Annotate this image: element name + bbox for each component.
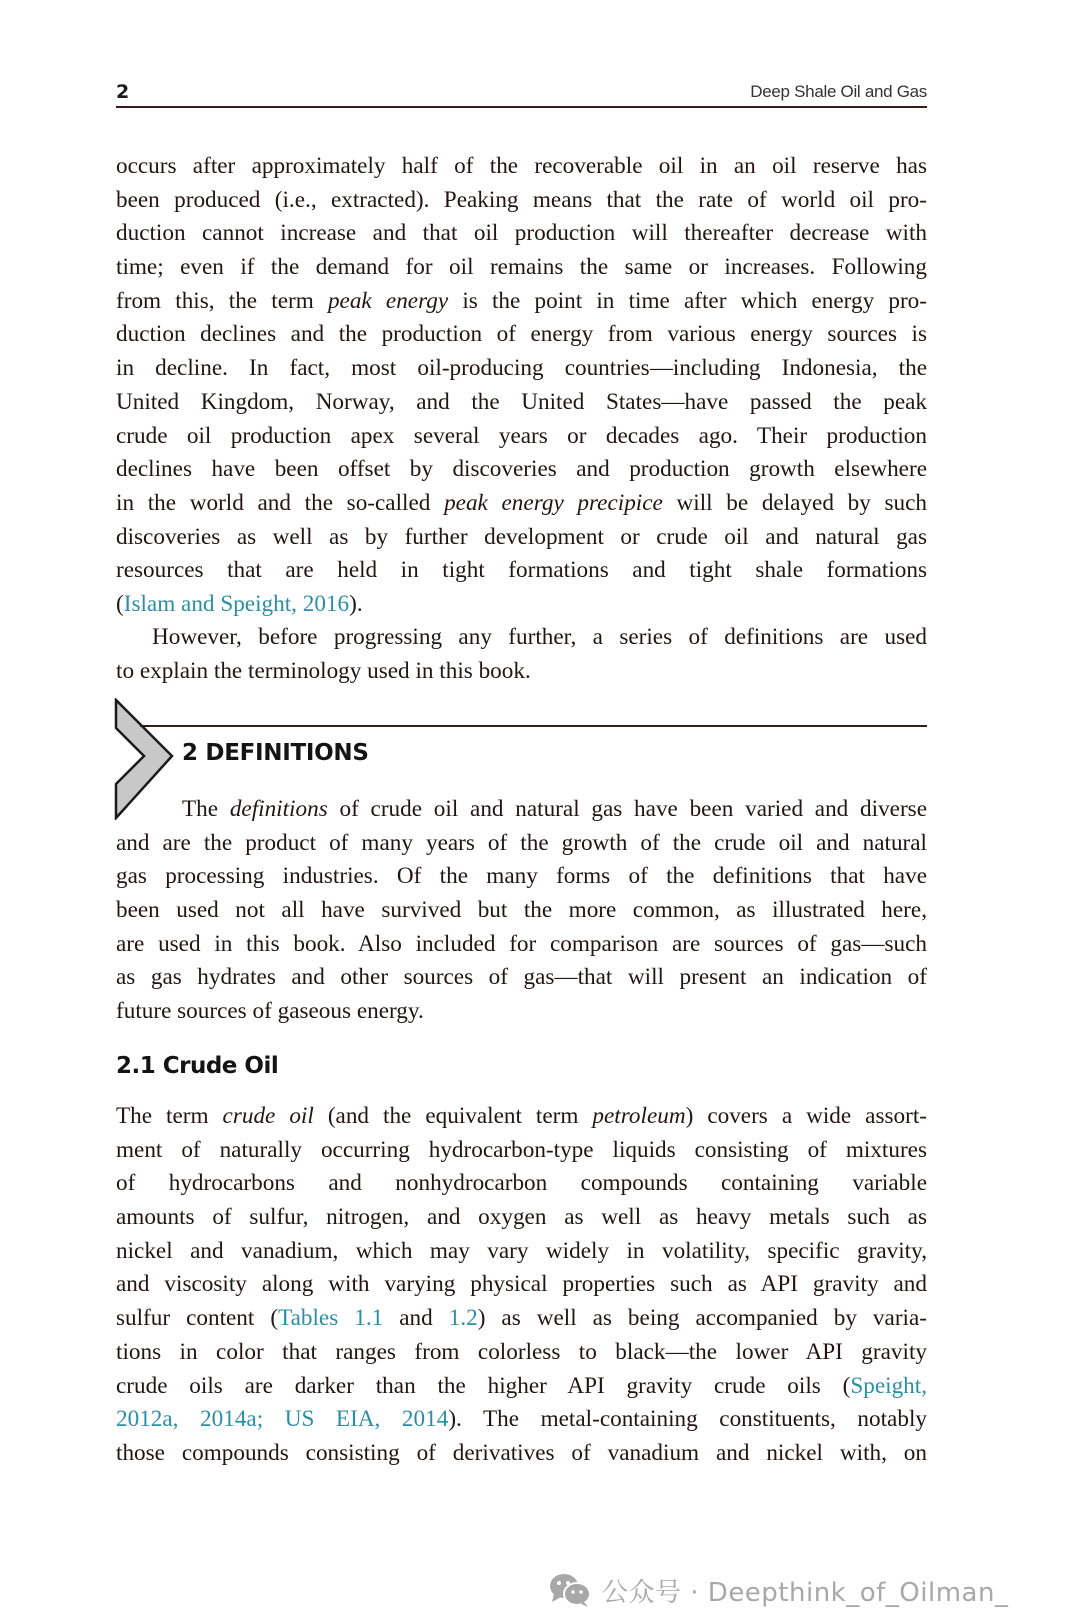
text-line (116, 1336, 927, 1370)
text-line (116, 621, 927, 655)
italic-term: petroleum (592, 1103, 686, 1129)
wechat-icon (548, 1572, 592, 1608)
running-header (116, 76, 927, 108)
text-run: ). The metal-containing constituents, notably (448, 1406, 927, 1433)
paragraph-definitions (116, 793, 927, 1029)
text-line (116, 318, 927, 352)
text-run: of hydrocarbons and nonhydrocarbon compounds containing variable (116, 1170, 927, 1197)
text-run: and viscosity along with varying physical properties such as API gravity and (116, 1271, 927, 1298)
watermark (548, 1568, 1008, 1612)
text-run: ( (116, 590, 124, 617)
text-run: United Kingdom, Norway, and the United States—have passed the peak (116, 388, 927, 415)
text-line (116, 1403, 927, 1437)
text-line (116, 894, 927, 928)
text-line (116, 995, 927, 1029)
text-run: occurs after approximately half of the recoverable oil in an oil reserve has (116, 153, 927, 179)
text-line (116, 420, 927, 454)
paragraph-however (116, 621, 927, 688)
text-run: The (182, 796, 230, 822)
text-run: sulfur content ( (116, 1305, 279, 1332)
text-line (116, 793, 927, 827)
citation-link[interactable]: 2012a, 2014a; US EIA, 2014 (116, 1406, 449, 1433)
text-run: is the point in time after which energy pro- (448, 287, 927, 314)
text-run: duction cannot increase and that oil production will thereafter decrease with (116, 220, 927, 247)
citation-link[interactable]: Islam and Speight, 2016 (123, 590, 350, 617)
text-run: from this, the term (116, 287, 328, 314)
text-run: (and the equivalent term (313, 1103, 593, 1129)
text-run: in the world and the so-called (116, 489, 445, 516)
text-run: duction declines and the production of energy from various energy sources is (116, 321, 927, 348)
italic-term: peak energy (327, 287, 449, 314)
text-line (116, 1235, 927, 1269)
subsection-heading-crude-oil: 2.1 Crude Oil (116, 1053, 279, 1079)
text-line (116, 150, 927, 184)
text-run: in decline. In fact, most oil-producing countries—including Indonesia, the (116, 355, 927, 382)
text-line (116, 655, 927, 689)
text-line (116, 453, 927, 487)
text-run: been produced (i.e., extracted). Peaking means that the rate of world oil pro- (116, 186, 927, 213)
text-line (116, 184, 927, 218)
text-line (116, 961, 927, 995)
text-line (116, 1302, 927, 1336)
text-run: gas processing industries. Of the many forms of the definitions that have (116, 863, 927, 890)
italic-term: peak energy precipice (444, 489, 663, 516)
text-run: resources that are held in tight formations and tight shale formations (116, 557, 927, 584)
text-run: to explain the terminology used in this book. (116, 657, 531, 684)
section-rule (140, 725, 927, 727)
citation-link[interactable]: Speight, (850, 1372, 927, 1399)
text-run: are used in this book. Also included for comparison are sources of gas—such (116, 930, 927, 957)
text-run: time; even if the demand for oil remains the same or increases. Following (116, 254, 927, 281)
text-run: tions in color that ranges from colorless to black—the lower API gravity (116, 1338, 927, 1365)
text-line (116, 827, 927, 861)
paragraph-crude-oil (116, 1100, 927, 1471)
text-line (116, 1370, 927, 1404)
text-run: and (383, 1305, 449, 1332)
text-run: However, before progressing any further, a series of definitions are used (152, 624, 927, 650)
text-line (116, 1201, 927, 1235)
table-link[interactable]: 1.2 (448, 1305, 478, 1332)
text-run: been used not all have survived but the more common, as illustrated here, (116, 897, 927, 924)
text-run: declines have been offset by discoveries and production growth elsewhere (116, 456, 927, 483)
paragraph-peak-oil (116, 150, 927, 622)
table-link[interactable]: Tables 1.1 (278, 1305, 384, 1332)
text-run: will be delayed by such (662, 489, 927, 516)
text-run: nickel and vanadium, which may vary widely in volatility, specific gravity, (116, 1237, 927, 1264)
text-line (116, 1268, 927, 1302)
text-line (116, 588, 927, 622)
text-line (116, 1437, 927, 1471)
text-run: discoveries as well as by further development or crude oil and natural gas (116, 523, 927, 550)
text-run: and are the product of many years of the growth of the crude oil and natural (116, 829, 927, 856)
section-heading-definitions: 2 DEFINITIONS (182, 740, 369, 766)
text-run: The term (116, 1103, 223, 1129)
text-run: of crude oil and natural gas have been varied and diverse (327, 796, 927, 822)
text-run: ) as well as being accompanied by varia- (477, 1305, 927, 1332)
text-line (116, 487, 927, 521)
text-run: crude oil production apex several years or decades ago. Their production (116, 422, 927, 449)
text-line (116, 285, 927, 319)
text-run: ment of naturally occurring hydrocarbon-type liquids consisting of mixtures (116, 1136, 927, 1163)
page-number: 2 (116, 81, 130, 103)
italic-term: definitions (229, 796, 328, 822)
text-line (116, 1134, 927, 1168)
text-line (116, 1100, 927, 1134)
italic-term: crude oil (222, 1103, 314, 1129)
text-line (116, 928, 927, 962)
text-run: as gas hydrates and other sources of gas—that will present an indication of (116, 964, 927, 991)
text-run: ). (349, 590, 363, 617)
text-line (116, 1167, 927, 1201)
text-run: amounts of sulfur, nitrogen, and oxygen as well as heavy metals such as (116, 1204, 927, 1231)
running-title: Deep Shale Oil and Gas (750, 82, 927, 101)
text-run: ) covers a wide assort- (685, 1103, 927, 1129)
text-line (116, 554, 927, 588)
text-run: crude oils are darker than the higher API gravity crude oils ( (116, 1372, 851, 1399)
watermark-text: 公众号 · Deepthink_of_Oilman_ (602, 1577, 1009, 1608)
text-line (116, 386, 927, 420)
text-line (116, 217, 927, 251)
text-run: those compounds consisting of derivatives of vanadium and nickel with, on (116, 1439, 927, 1466)
text-line (116, 352, 927, 386)
text-line (116, 860, 927, 894)
text-line (116, 521, 927, 555)
text-line (116, 251, 927, 285)
text-run: future sources of gaseous energy. (116, 998, 424, 1025)
